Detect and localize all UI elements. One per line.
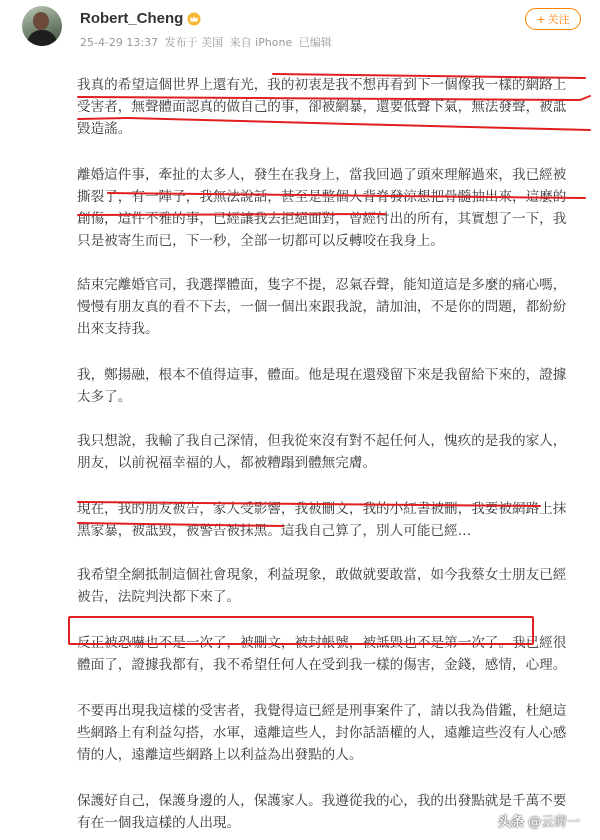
paragraph-line: 情的人，遠離這些網路上以利益為出發點的人。 [77, 747, 363, 763]
plus-icon: + [536, 12, 546, 26]
paragraph-line: 被告，法院判決都下來了。 [77, 589, 241, 605]
paragraph-line: 毀造謠。 [77, 121, 132, 137]
vip-crown-icon [187, 11, 201, 25]
post-location: 发布于 美国 [164, 36, 224, 49]
watermark-platform: 头条 [497, 815, 524, 830]
paragraph-line: 我，鄭揚融，根本不值得這事，體面。他是現在還殘留下來是我留給下來的，證據 [77, 367, 567, 383]
paragraph-line: 保護好自己，保護身邊的人，保護家人。我遵從我的心，我的出發點就是千萬不要 [77, 793, 567, 809]
follow-button[interactable] [525, 8, 581, 30]
paragraph-line: 受害者，無聲體面認真的做自己的事，卻被網暴，還要低聲下氣，無法發聲，被詆 [77, 99, 567, 115]
paragraph-line: 反正被恐嚇也不是一次了，被刪文，被封帳號，被詆毀也不是第一次了。我已經很 [77, 635, 567, 651]
paragraph-line: 我真的希望這個世界上還有光，我的初衷是我不想再看到下一個像我一樣的網路上 [77, 77, 567, 93]
username-row [80, 8, 201, 28]
paragraph-line: 我希望全網抵制這個社會現象，利益現象，敢做就要敢當，如今我蔡女士朋友已經 [77, 567, 567, 583]
paragraph-line: 現在，我的朋友被告，家人受影響，我被刪文，我的小紅書被刪，我要被網路上抹 [77, 501, 567, 517]
post-device: 来自 iPhone [229, 36, 293, 49]
post-paragraph [77, 274, 582, 340]
post-paragraph [77, 74, 582, 140]
post-meta [80, 34, 335, 50]
post-paragraph [77, 498, 582, 542]
paragraph-line: 只是被寄生而已，下一秒，全部一切都可以反轉咬在我身上。 [77, 233, 445, 249]
watermark-author: @云莳一 [527, 815, 580, 830]
paragraph-line: 太多了。 [77, 389, 132, 405]
post-paragraph [77, 700, 582, 766]
post-header [0, 0, 600, 58]
paragraph-line: 創傷，這件不雅的事，已經讓我去拒絕面對，曾經付出的所有，其實想了一下，我 [77, 211, 567, 227]
watermark [498, 811, 580, 830]
paragraph-line: 有在一個我這樣的人出現。 [77, 815, 241, 831]
post-paragraph [77, 564, 582, 608]
paragraph-line: 出來支持我。 [77, 321, 159, 337]
paragraph-line: 些網路上有利益勾搭，水軍，遠離這些人，封你話語權的人，遠離這些沒有人心感 [77, 725, 567, 741]
post-edited: 已编辑 [298, 36, 332, 49]
post-paragraph [77, 632, 582, 676]
paragraph-line: 撕裂了，有一陣子，我無法說話，甚至是整個人背脊發涼想把骨髓抽出來，這麼的 [77, 189, 567, 205]
paragraph-line: 我只想說，我輸了我自己深情，但我從來沒有對不起任何人，愧疚的是我的家人， [77, 433, 567, 449]
post-body [77, 52, 582, 834]
paragraph-line: 結束完離婚官司，我選擇體面，隻字不提，忍氣吞聲，能知道這是多麼的痛心嗎， [77, 277, 567, 293]
post-paragraph [77, 164, 582, 252]
paragraph-line: 離婚這件事，牽扯的太多人，發生在我身上，當我回過了頭來理解過來，我已經被 [77, 167, 567, 183]
post-time: 25-4-29 13:37 [80, 36, 159, 49]
username[interactable]: Robert_Cheng [80, 9, 184, 27]
paragraph-line: 不要再出現我這樣的受害者，我覺得這已經是刑事案件了，請以我為借鑑，杜絕這 [77, 703, 567, 719]
avatar[interactable] [22, 6, 62, 46]
paragraph-line: 體面了，證據我都有，我不希望任何人在受到我一樣的傷害，金錢，感情，心理。 [77, 657, 567, 673]
paragraph-line: 朋友，以前祝福幸福的人，都被糟蹋到體無完膚。 [77, 455, 377, 471]
paragraph-line: 慢慢有朋友真的看不下去，一個一個出來跟我說，請加油，不是你的問題，都紛紛 [77, 299, 567, 315]
post-paragraph [77, 430, 582, 474]
post-paragraph [77, 364, 582, 408]
paragraph-line: 黑家暴，被詆毀，被警告被抹黑。這我自己算了，別人可能已經… [77, 523, 472, 539]
follow-label: 关注 [547, 13, 570, 26]
